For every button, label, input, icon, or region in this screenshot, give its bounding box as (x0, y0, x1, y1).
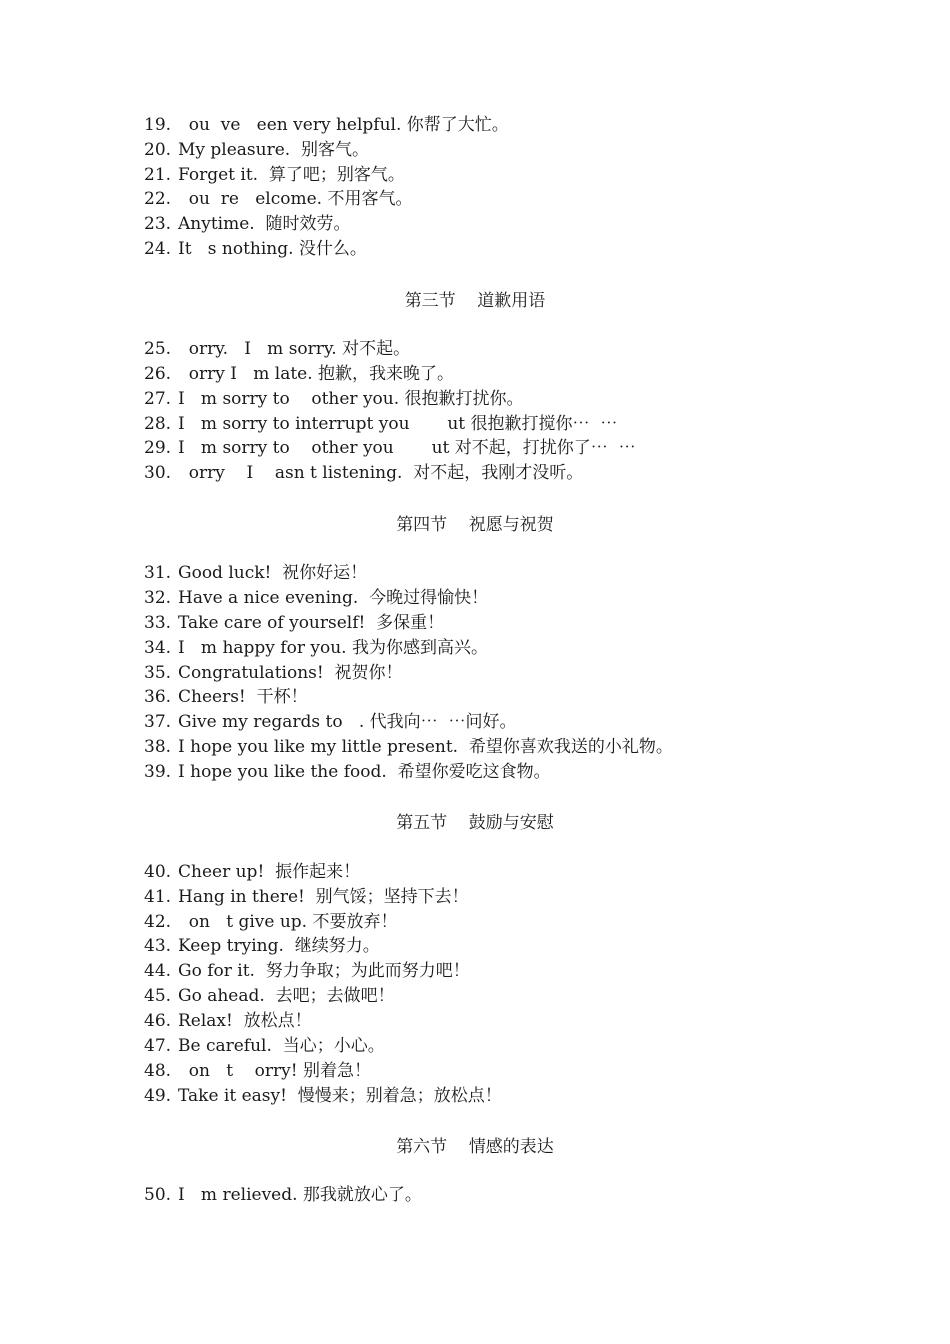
phrase-line (144, 413, 617, 435)
phrase-line (144, 388, 524, 410)
phrase-line (144, 139, 369, 161)
section-heading: 第四节 祝愿与祝贺 (396, 515, 554, 535)
phrase-text: I m sorry to other you. 很抱歉打扰你。 (178, 389, 524, 409)
phrase-text: I hope you like the food. 希望你爱吃这食物。 (178, 762, 551, 782)
phrase-text: Go for it. 努力争取；为此而努力吧！ (178, 961, 470, 981)
section-heading: 第三节 道歉用语 (404, 291, 546, 311)
phrase-text: Cheer up! 振作起来！ (178, 862, 361, 882)
phrase-number: 46. (144, 1011, 172, 1031)
phrase-text: Keep trying. 继续努力。 (178, 936, 380, 956)
phrase-line (144, 686, 308, 708)
phrase-text: I hope you like my little present. 希望你喜欢我送的小礼物。 (178, 737, 673, 757)
phrase-number: 39. (144, 762, 172, 782)
phrase-number: 41. (144, 887, 172, 907)
phrase-line (144, 363, 454, 385)
phrase-line (144, 985, 395, 1007)
phrase-number: 26. (144, 364, 172, 384)
phrase-text: My pleasure. 别客气。 (178, 140, 370, 160)
phrase-text: Forget it. 算了吧；别客气。 (178, 165, 405, 185)
phrase-number: 48. (144, 1061, 172, 1081)
phrase-text: I m relieved. 那我就放心了。 (178, 1185, 422, 1205)
phrase-number: 23. (144, 214, 172, 234)
phrase-number: 40. (144, 862, 172, 882)
phrase-text: Hang in there! 别气馁；坚持下去！ (178, 887, 469, 907)
phrase-line (144, 462, 583, 484)
phrase-text: orry I m late. 抱歉，我来晚了。 (178, 364, 455, 384)
phrase-text: I m sorry to interrupt you ut 很抱歉打搅你⋯ ⋯ (178, 414, 618, 434)
phrase-number: 33. (144, 613, 172, 633)
phrase-line (144, 662, 403, 684)
phrase-text: Be careful. 当心；小心。 (178, 1036, 385, 1056)
phrase-number: 22. (144, 189, 172, 209)
phrase-number: 21. (144, 165, 172, 185)
section-heading: 第六节 情感的表达 (396, 1137, 554, 1157)
phrase-number: 24. (144, 239, 172, 259)
phrase-number: 32. (144, 588, 172, 608)
phrase-number: 28. (144, 414, 172, 434)
phrase-line (144, 1060, 371, 1082)
phrase-text: ou ve een very helpful. 你帮了大忙。 (178, 115, 509, 135)
phrase-number: 29. (144, 438, 172, 458)
phrase-line (144, 338, 410, 360)
phrase-number: 44. (144, 961, 172, 981)
phrase-text: I m happy for you. 我为你感到高兴。 (178, 638, 488, 658)
phrase-line (144, 612, 444, 634)
phrase-number: 49. (144, 1086, 172, 1106)
phrase-line (144, 1184, 422, 1206)
phrase-text: Give my regards to . 代我向⋯ ⋯问好。 (178, 712, 517, 732)
section-heading: 第五节 鼓励与安慰 (396, 813, 554, 833)
phrase-line (144, 1010, 312, 1032)
phrase-line (144, 437, 636, 459)
phrase-line (144, 960, 470, 982)
phrase-number: 42. (144, 912, 172, 932)
phrase-text: Take it easy! 慢慢来；别着急；放松点！ (178, 1086, 502, 1106)
phrase-number: 35. (144, 663, 172, 683)
phrase-text: Anytime. 随时效劳。 (178, 214, 351, 234)
phrase-number: 27. (144, 389, 172, 409)
phrase-number: 43. (144, 936, 172, 956)
phrase-line (144, 164, 405, 186)
phrase-text: on t give up. 不要放弃！ (178, 912, 398, 932)
phrase-number: 50. (144, 1185, 172, 1205)
phrase-line (144, 587, 488, 609)
phrase-number: 19. (144, 115, 172, 135)
phrase-line (144, 861, 360, 883)
phrase-text: orry I asn t listening. 对不起，我刚才没听。 (178, 463, 584, 483)
phrase-number: 38. (144, 737, 172, 757)
phrase-text: Take care of yourself! 多保重！ (178, 613, 445, 633)
phrase-text: I m sorry to other you ut 对不起，打扰你了⋯ ⋯ (178, 438, 636, 458)
phrase-line (144, 736, 673, 758)
phrase-line (144, 1085, 502, 1107)
phrase-number: 34. (144, 638, 172, 658)
phrase-line (144, 213, 351, 235)
phrase-text: Cheers! 干杯！ (178, 687, 308, 707)
phrase-line (144, 935, 380, 957)
phrase-line (144, 562, 367, 584)
phrase-line (144, 761, 551, 783)
phrase-number: 31. (144, 563, 172, 583)
phrase-line (144, 114, 509, 136)
phrase-number: 37. (144, 712, 172, 732)
phrase-text: It s nothing. 没什么。 (178, 239, 367, 259)
phrase-text: orry. I m sorry. 对不起。 (178, 339, 411, 359)
phrase-text: ou re elcome. 不用客气。 (178, 189, 413, 209)
phrase-line (144, 188, 412, 210)
phrase-line (144, 711, 516, 733)
phrase-text: on t orry! 别着急！ (178, 1061, 371, 1081)
phrase-text: Congratulations! 祝贺你！ (178, 663, 403, 683)
phrase-line (144, 637, 488, 659)
phrase-number: 45. (144, 986, 172, 1006)
phrase-text: Have a nice evening. 今晚过得愉快！ (178, 588, 489, 608)
phrase-number: 20. (144, 140, 172, 160)
phrase-line (144, 911, 397, 933)
phrase-number: 25. (144, 339, 172, 359)
phrase-line (144, 1035, 385, 1057)
phrase-text: Good luck! 祝你好运！ (178, 563, 368, 583)
phrase-text: Go ahead. 去吧；去做吧！ (178, 986, 395, 1006)
phrase-text: Relax! 放松点！ (178, 1011, 312, 1031)
phrase-line (144, 886, 469, 908)
phrase-number: 47. (144, 1036, 172, 1056)
phrase-number: 30. (144, 463, 172, 483)
phrase-number: 36. (144, 687, 172, 707)
phrase-line (144, 238, 367, 260)
